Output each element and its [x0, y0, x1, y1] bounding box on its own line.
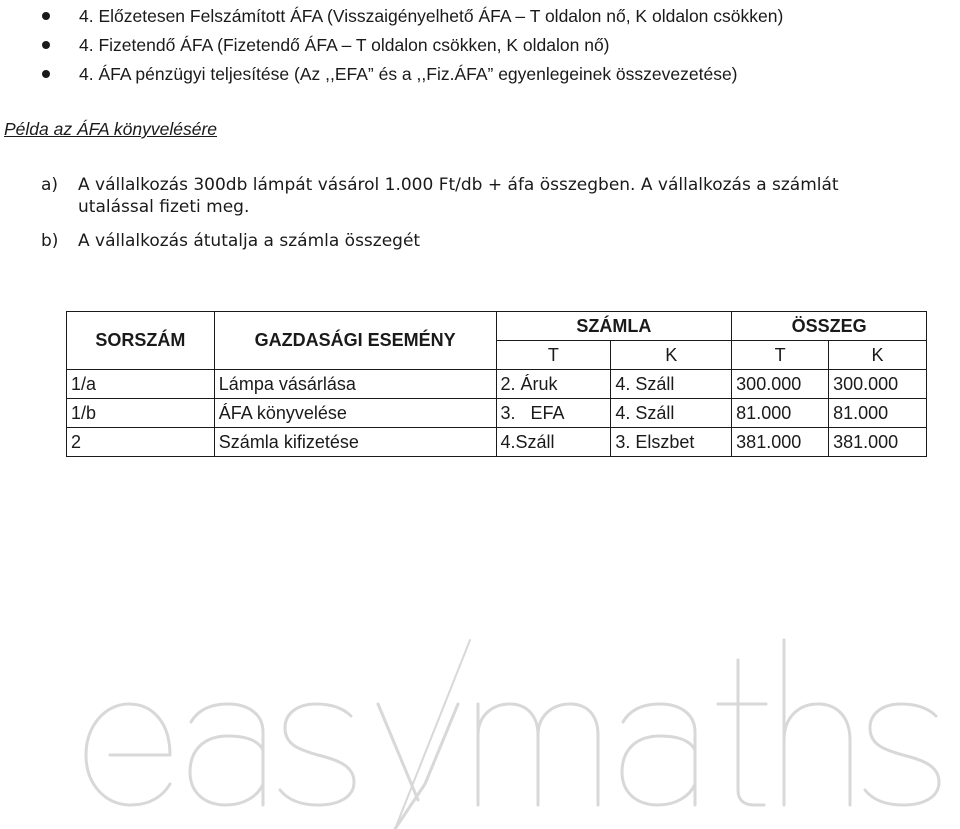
task-b-marker: b): [41, 231, 59, 251]
cell-osszeg-t: 300.000: [732, 370, 829, 399]
task-b: [0, 230, 960, 252]
table-row: [67, 399, 927, 428]
bullet-text: 4. ÁFA pénzügyi teljesítése (Az ,,EFA” és a ,,Fiz.ÁFA” egyenlegeinek összevezetése): [79, 64, 738, 84]
bullet-dot-icon: [42, 12, 50, 20]
header-szamla: SZÁMLA: [496, 312, 732, 341]
cell-szamla-k: 4. Száll: [611, 370, 732, 399]
booking-table: [66, 311, 927, 457]
cell-sorszam: 2: [67, 428, 215, 457]
subheader-osszeg-k: K: [829, 341, 927, 370]
bullet-text: 4. Előzetesen Felszámított ÁFA (Visszaigényelhető ÁFA – T oldalon nő, K oldalon csökken): [79, 6, 784, 26]
cell-osszeg-t: 81.000: [732, 399, 829, 428]
cell-sorszam: 1/a: [67, 370, 215, 399]
cell-szamla-k: 3. Elszbet: [611, 428, 732, 457]
cell-esemeny: ÁFA könyvelése: [214, 399, 496, 428]
easymaths-watermark-logo: [0, 600, 960, 829]
cell-osszeg-k: 300.000: [829, 370, 927, 399]
bullet-dot-icon: [42, 41, 50, 49]
bullet-text: 4. Fizetendő ÁFA (Fizetendő ÁFA – T oldalon csökken, K oldalon nő): [79, 35, 610, 55]
cell-osszeg-t: 381.000: [732, 428, 829, 457]
bullet-dot-icon: [42, 70, 50, 78]
header-esemeny: GAZDASÁGI ESEMÉNY: [214, 312, 496, 370]
task-a-line2: utalással fizeti meg.: [78, 197, 250, 217]
cell-szamla-t: 4.Száll: [496, 428, 611, 457]
cell-szamla-t: 3. EFA: [496, 399, 611, 428]
subheader-szamla-k: K: [611, 341, 732, 370]
task-b-text: A vállalkozás átutalja a számla összegét: [78, 231, 421, 251]
subheader-osszeg-t: T: [732, 341, 829, 370]
bullet-list: [0, 4, 960, 91]
cell-osszeg-k: 381.000: [829, 428, 927, 457]
cell-osszeg-k: 81.000: [829, 399, 927, 428]
table-row: [67, 370, 927, 399]
header-sorszam: SORSZÁM: [67, 312, 215, 370]
header-osszeg: ÖSSZEG: [732, 312, 927, 341]
bullet-item: [0, 62, 960, 91]
bullet-item: [0, 4, 960, 33]
table-header-row: [67, 312, 927, 341]
cell-szamla-k: 4. Száll: [611, 399, 732, 428]
example-title: Példa az ÁFA könyvelésére: [4, 119, 218, 139]
table-row: [67, 428, 927, 457]
task-a-line1: A vállalkozás 300db lámpát vásárol 1.000 Ft/db + áfa összegben. A vállalkozás a számlát: [78, 175, 839, 195]
cell-szamla-t: 2. Áruk: [496, 370, 611, 399]
subheader-szamla-t: T: [496, 341, 611, 370]
task-a-marker: a): [41, 175, 59, 195]
cell-esemeny: Lámpa vásárlása: [214, 370, 496, 399]
task-a: [0, 174, 960, 218]
cell-esemeny: Számla kifizetése: [214, 428, 496, 457]
bullet-item: [0, 33, 960, 62]
cell-sorszam: 1/b: [67, 399, 215, 428]
